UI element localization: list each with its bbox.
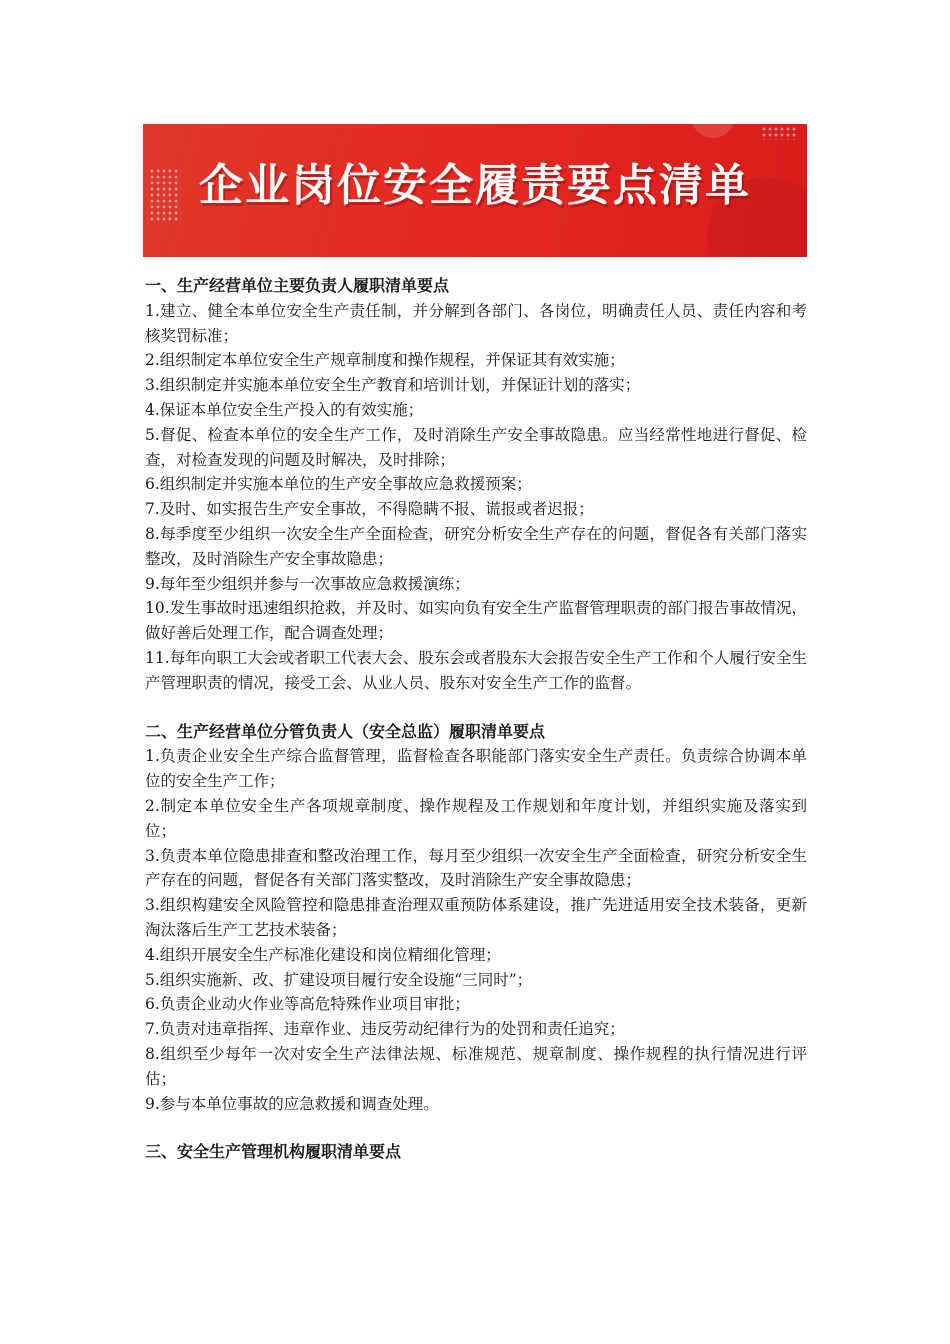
list-item: 11.每年向职工大会或者职工代表大会、股东会或者股东大会报告安全生产工作和个人履行安全生产管理职责的情况，接受工会、从业人员、股东对安全生产工作的监督。 <box>145 648 807 692</box>
page-title: 企业岗位安全履责要点清单 <box>199 160 751 211</box>
list-item: 8.每季度至少组织一次安全生产全面检查，研究分析安全生产存在的问题，督促各有关部门落实整改，及时消除生产安全事故隐患； <box>145 524 807 568</box>
list-item: 4.保证本单位安全生产投入的有效实施； <box>145 400 424 419</box>
document-body <box>145 274 807 1189</box>
list-item: 2.制定本单位安全生产各项规章制度、操作规程及工作规划和年度计划，并组织实施及落实到位； <box>145 796 807 840</box>
list-item: 6.负责企业动火作业等高危特殊作业项目审批； <box>145 995 470 1014</box>
section-title: 三、安全生产管理机构履职清单要点 <box>145 1142 402 1162</box>
list-item: 1.负责企业安全生产综合监督管理，监督检查各职能部门落实安全生产责任。负责综合协调本单位的安全生产工作； <box>145 747 807 791</box>
list-item: 6.组织制定并实施本单位的生产安全事故应急救援预案； <box>145 475 532 494</box>
list-item: 9.每年至少组织并参与一次事故应急救援演练； <box>145 574 470 593</box>
list-item: 10.发生事故时迅速组织抢救，并及时、如实向负有安全生产监督管理职责的部门报告事故情况，做好善后处理工作，配合调查处理； <box>145 599 807 643</box>
list-item: 7.及时、如实报告生产安全事故，不得隐瞒不报、谎报或者迟报； <box>145 500 594 519</box>
list-item: 3.组织制定并实施本单位安全生产教育和培训计划，并保证计划的落实； <box>145 376 641 395</box>
list-item: 4.组织开展安全生产标准化建设和岗位精细化管理； <box>145 945 501 964</box>
section-title: 二、生产经营单位分管负责人（安全总监）履职清单要点 <box>145 721 546 741</box>
section-deputy <box>145 720 807 1117</box>
list-item: 3.组织构建安全风险管控和隐患排查治理双重预防体系建设，推广先进适用安全技术装备，更新淘汰落后生产工艺技术装备； <box>145 896 807 939</box>
section-principal <box>145 274 807 696</box>
list-item: 3.负责本单位隐患排查和整改治理工作，每月至少组织一次安全生产全面检查，研究分析安全生产存在的问题，督促各有关部门落实整改，及时消除生产安全事故隐患； <box>145 846 807 890</box>
section-title: 一、生产经营单位主要负责人履职清单要点 <box>145 276 450 295</box>
title-banner <box>143 124 807 257</box>
banner-dots-right <box>761 126 797 140</box>
section-safety-dept <box>145 1140 807 1165</box>
list-item: 5.组织实施新、改、扩建设项目履行安全设施“三同时”； <box>145 970 533 989</box>
list-item: 7.负责对违章指挥、违章作业、违反劳动纪律行为的处罚和责任追究； <box>145 1020 625 1039</box>
banner-decor-circle <box>691 124 735 138</box>
list-item: 2.组织制定本单位安全生产规章制度和操作规程，并保证其有效实施； <box>145 351 625 370</box>
list-item: 1.建立、健全本单位安全生产责任制，并分解到各部门、各岗位，明确责任人员、责任内容和考核奖罚标准； <box>145 301 807 345</box>
list-item: 9.参与本单位事故的应急救援和调查处理。 <box>145 1094 439 1113</box>
list-item: 8.组织至少每年一次对安全生产法律法规、标准规范、规章制度、操作规程的执行情况进行评估； <box>145 1044 807 1088</box>
list-item: 5.督促、检查本单位的安全生产工作，及时消除生产安全事故隐患。应当经常性地进行督促、检查，对检查发现的问题及时解决，及时排除； <box>145 425 807 469</box>
